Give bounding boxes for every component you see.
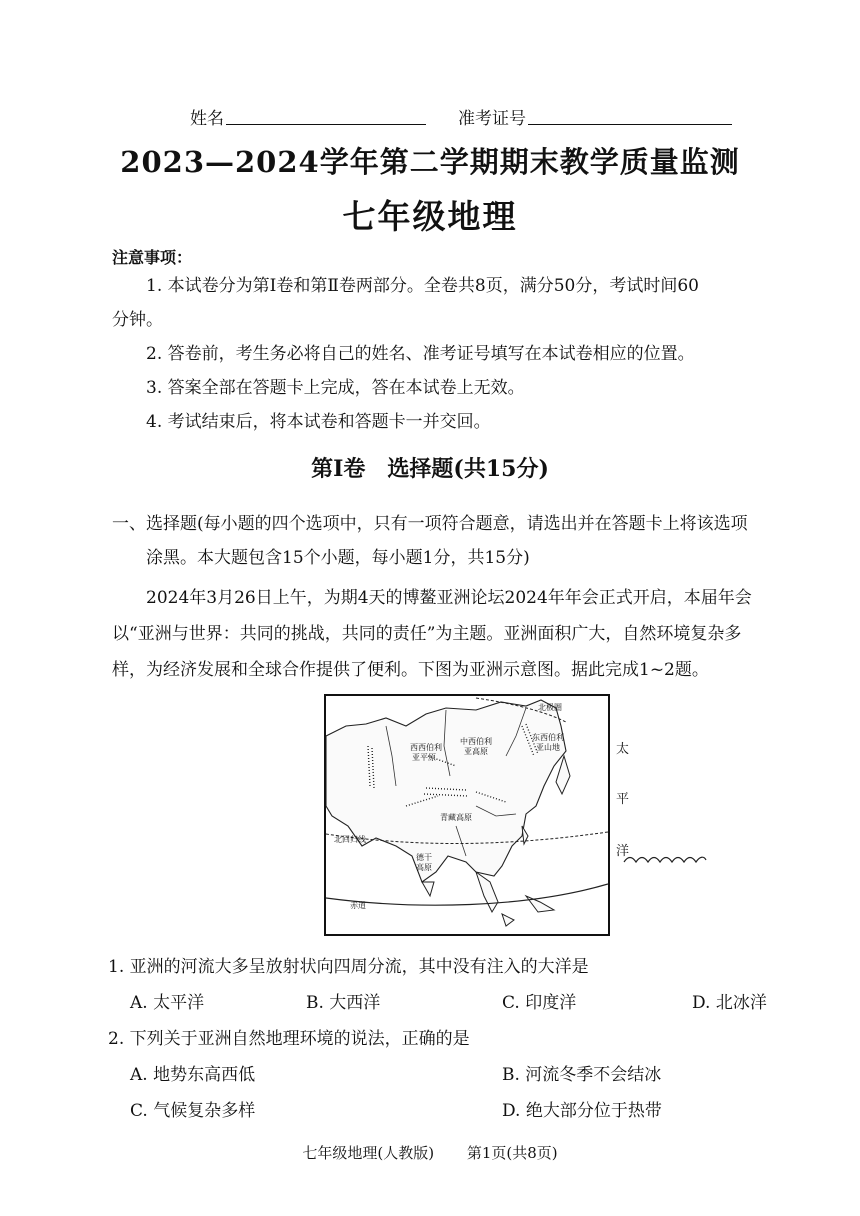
deccan-label-1: 德干 xyxy=(416,853,432,862)
exam-id-field[interactable] xyxy=(528,124,732,125)
passage-line3: 样，为经济发展和全球合作提供了便利。下图为亚洲示意图。据此完成1~2题。 xyxy=(112,660,709,680)
wave-decoration xyxy=(622,850,708,866)
pacific-label-char-2: 平 xyxy=(616,792,630,807)
tropic-label: 北回归线 xyxy=(334,835,366,844)
question-1-option-c[interactable]: C. 印度洋 xyxy=(502,993,577,1013)
notice-item-1: 1. 本试卷分为第Ⅰ卷和第Ⅱ卷两部分。全卷共8页，满分50分，考试时间60 xyxy=(146,276,699,296)
footer-subject: 七年级地理(人教版) xyxy=(302,1144,435,1162)
west-siberian-label-2: 亚平原 xyxy=(412,753,436,762)
question-1-stem: 1. 亚洲的河流大多呈放射状向四周分流，其中没有注入的大洋是 xyxy=(108,957,589,977)
malay-peninsula xyxy=(476,872,498,912)
question-2-option-c[interactable]: C. 气候复杂多样 xyxy=(130,1101,256,1121)
section-intro-line2: 涂黑。本大题包含15个小题，每小题1分，共15分) xyxy=(146,548,530,568)
equator-line xyxy=(326,884,608,905)
notice-item-2: 2. 答卷前，考生务必将自己的姓名、准考证号填写在本试卷相应的位置。 xyxy=(146,344,695,364)
question-2-stem: 2. 下列关于亚洲自然地理环境的说法，正确的是 xyxy=(108,1029,470,1049)
section-intro-line1: 一、选择题(每小题的四个选项中，只有一项符合题意，请选出并在答题卡上将该选项 xyxy=(112,514,748,534)
section-title: 第Ⅰ卷 选择题(共15分) xyxy=(311,456,549,482)
notice-item-3: 3. 答案全部在答题卡上完成，答在本试卷上无效。 xyxy=(146,378,525,398)
name-field[interactable] xyxy=(226,124,426,125)
name-label: 姓名 xyxy=(190,109,224,129)
pacific-label-char-3: 洋 xyxy=(616,844,630,859)
deccan-label-2: 高原 xyxy=(416,863,432,872)
east-siberian-label-2: 亚山地 xyxy=(536,743,560,752)
question-2-option-d[interactable]: D. 绝大部分位于热带 xyxy=(502,1101,662,1121)
notice-item-4: 4. 考试结束后，将本试卷和答题卡一并交回。 xyxy=(146,412,491,432)
central-siberian-label-2: 亚高原 xyxy=(464,747,488,756)
question-1-option-a[interactable]: A. 太平洋 xyxy=(130,993,205,1013)
borneo-island xyxy=(502,914,514,926)
notice-heading: 注意事项： xyxy=(112,248,193,267)
equator-label: 赤道 xyxy=(350,901,366,910)
question-1-option-b[interactable]: B. 大西洋 xyxy=(306,993,381,1013)
footer-page-number: 第1页(共8页) xyxy=(466,1144,558,1162)
pacific-label-char-1: 太 xyxy=(616,742,630,757)
central-siberian-label-1: 中西伯利 xyxy=(460,737,492,746)
passage-line1: 2024年3月26日上午，为期4天的博鳌亚洲论坛2024年年会正式开启，本届年会 xyxy=(146,588,752,608)
asia-map xyxy=(324,694,610,936)
west-siberian-label-1: 西西伯利 xyxy=(410,743,442,752)
notice-item-1-cont: 分钟。 xyxy=(112,310,163,330)
asia-map-svg xyxy=(326,696,608,934)
exam-title: 2023—2024学年第二学期期末教学质量监测 xyxy=(120,145,740,179)
question-2-option-b[interactable]: B. 河流冬季不会结冰 xyxy=(502,1065,662,1085)
arctic-circle-label: 北极圈 xyxy=(538,703,562,712)
exam-id-label: 准考证号 xyxy=(458,109,526,129)
question-2-option-a[interactable]: A. 地势东高西低 xyxy=(130,1065,256,1085)
passage-line2: 以“亚洲与世界：共同的挑战，共同的责任”为主题。亚洲面积广大，自然环境复杂多 xyxy=(112,624,742,644)
page-footer xyxy=(0,1142,860,1163)
tibet-label: 青藏高原 xyxy=(440,813,472,822)
asia-landmass xyxy=(326,700,566,882)
india-tip xyxy=(422,882,434,896)
east-siberian-label-1: 东西伯利 xyxy=(532,733,564,742)
subject-title: 七年级地理 xyxy=(342,197,518,236)
question-1-option-d[interactable]: D. 北冰洋 xyxy=(692,993,767,1013)
